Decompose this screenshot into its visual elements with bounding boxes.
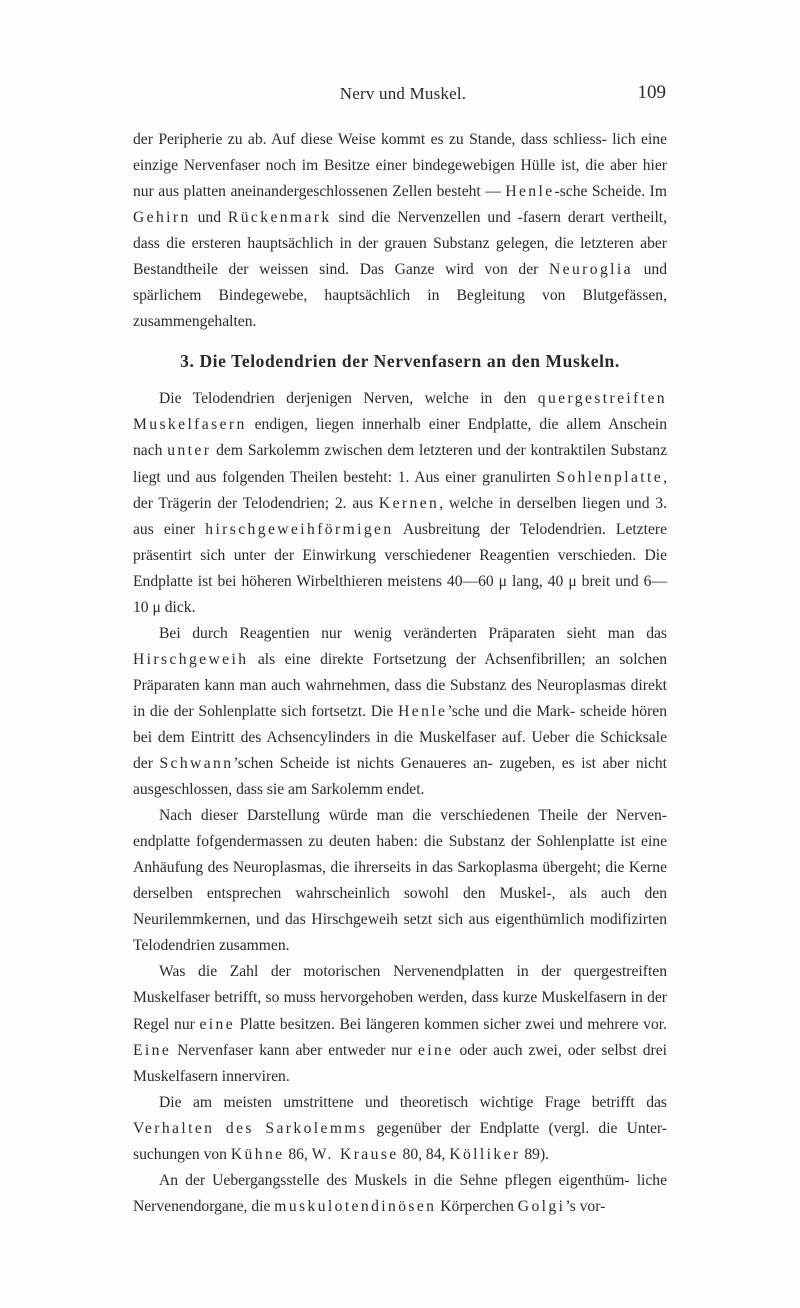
spaced-term: Eine: [133, 1041, 172, 1059]
text-run: -sche Scheide. Im: [554, 183, 667, 201]
spaced-term: eine: [199, 1015, 236, 1033]
spaced-name: Schwann: [159, 755, 234, 773]
text-run: Die am meisten umstrittene und theoretisch wichtige Frage betrifft das: [159, 1093, 667, 1111]
text-run: Ausbreitung der Telodendrien. Letztere präsentirt sich unter der Einwirkung verschiedener Reagentien verschieden. Die Endplatte ist bei höheren Wirbelthieren meistens 40—60 μ lang, 40 μ breit und 6—10 μ dick.: [133, 520, 668, 616]
text-run: Was die Zahl der motorischen Nervenendplatten in der quergestreiften Muskelfaser betrifft, so muss hervorgehoben werden, dass kurze Muskelfasern in der Regel nur: [133, 963, 667, 1033]
text-run: Bei durch Reagentien nur wenig veränderten Präparaten sieht man das: [159, 624, 667, 642]
paragraph: [133, 959, 667, 1089]
text-run: gegenüber der Endplatte (vergl. die Unter- suchungen von: [133, 1119, 667, 1163]
text-run: 89).: [520, 1145, 550, 1163]
spaced-term: Rückenmark: [227, 209, 332, 227]
text-run: dem Sarkolemm zwischen dem letzteren und der kontraktilen Substanz liegt und aus folgenden Theilen besteht: 1. Aus einer granulirten: [133, 442, 667, 486]
text-run: ’schen Scheide ist nichts Genaueres an- zugeben, es ist aber nicht ausgeschlossen, dass sie am Sarkolemm endet.: [133, 755, 668, 799]
paragraph: [133, 803, 667, 959]
text-run: der Peripherie zu ab. Auf diese Weise kommt es zu Stande, dass schliess- lich eine einzige Nervenfaser noch im Besitze einer bindegewebigen Hülle ist, die aber hier nur aus platten aneinandergeschlossenen Zellen besteht —: [133, 131, 667, 201]
spaced-name: W. Krause: [311, 1145, 399, 1163]
spaced-term: Sohlenplatte: [556, 468, 664, 486]
paragraph-continuation: [133, 127, 667, 335]
body-text: [133, 127, 667, 1220]
spaced-term: Neuroglia: [548, 261, 633, 279]
spaced-name: Golgi: [517, 1197, 566, 1215]
text-run: Die Telodendrien derjenigen Nerven, welche in den: [159, 390, 538, 408]
text-run: Platte besitzen. Bei längeren kommen sicher zwei und mehrere vor.: [235, 1015, 667, 1033]
paragraph: [133, 621, 667, 803]
text-run: sind die Nervenzellen und -fasern derart vertheilt, dass die ersteren hauptsächlich in der grauen Substanz gelegen, die letzteren aber Bestandtheile der weissen sind. Das Ganze wird von der: [133, 209, 668, 279]
spaced-term: Gehirn: [133, 209, 191, 227]
spaced-term: hirschgeweihförmigen: [205, 520, 394, 538]
spaced-term: unter: [167, 442, 212, 460]
paragraph: [133, 386, 667, 620]
text-run: 80, 84,: [398, 1145, 450, 1163]
spaced-term: eine: [417, 1041, 454, 1059]
spaced-name: Kölliker: [449, 1145, 521, 1163]
text-run: und: [190, 209, 228, 227]
text-run: Körperchen: [436, 1197, 518, 1215]
text-run: 86,: [284, 1145, 312, 1163]
spaced-term: Verhalten des Sarkolemms: [133, 1119, 368, 1137]
text-run: , welche in derselben liegen und 3. aus einer: [133, 494, 668, 538]
spaced-term: muskulotendinösen: [274, 1197, 437, 1215]
text-run: ’sche und die Mark- scheide hören bei dem Eintritt des Achsencylinders in die Muskelfaser auf. Ueber die Schicksale der: [133, 702, 667, 773]
text-run: An der Uebergangsstelle des Muskels in die Sehne pflegen eigenthüm- liche Nervenendorgane, die: [133, 1171, 667, 1215]
text-run: oder auch zwei, oder selbst drei Muskelfasern innerviren.: [133, 1041, 668, 1085]
section-heading: 3. Die Telodendrien der Nervenfasern an den Muskeln.: [180, 351, 620, 372]
text-run: Nervenfaser kann aber entweder nur: [171, 1041, 418, 1059]
spaced-term: Hirschgeweih: [133, 650, 249, 668]
paragraph: [133, 1090, 667, 1168]
text-run: , der Trägerin der Telodendrien; 2. aus: [133, 468, 667, 512]
text-run: endigen, liegen innerhalb einer Endplatte, die allem Anschein nach: [133, 416, 667, 460]
spaced-name: Henle: [398, 702, 448, 720]
spaced-name: Kühne: [230, 1145, 285, 1163]
page-number: 109: [637, 82, 666, 103]
spaced-term: Kernen: [378, 494, 440, 512]
text-run: Nach dieser Darstellung würde man die verschiedenen Theile der Nerven- endplatte fofgendermassen zu deuten haben: die Substanz der Sohlenplatte ist eine Anhäufung des Neuroplasmas, die ihrerseits in das Sarkoplasma übergeht; die Kerne derselben entsprechen wahrscheinlich sowohl den Muskel-, als auch den Neurilemmkernen, und das Hirschgeweih setzt sich aus eigenthümlich modifizirten Telodendrien zusammen.: [133, 807, 667, 955]
paragraph: [133, 1168, 667, 1220]
text-run: als eine direkte Fortsetzung der Achsenfibrillen; an solchen Präparaten kann man auch wahrnehmen, dass die Substanz des Neuroplasmas direkt in die der Sohlenplatte sich fortsetzt. Die: [133, 650, 667, 720]
spaced-term: quergestreiften Muskelfasern: [133, 390, 667, 434]
running-title: Nerv und Muskel.: [339, 84, 467, 103]
spaced-name: Henle: [505, 183, 555, 201]
running-head: [140, 82, 666, 106]
text-run: und spärlichem Bindegewebe, hauptsächlich in Begleitung von Blutgefässen, zusammengehalten.: [133, 261, 667, 331]
text-run: ’s vor-: [565, 1197, 606, 1215]
